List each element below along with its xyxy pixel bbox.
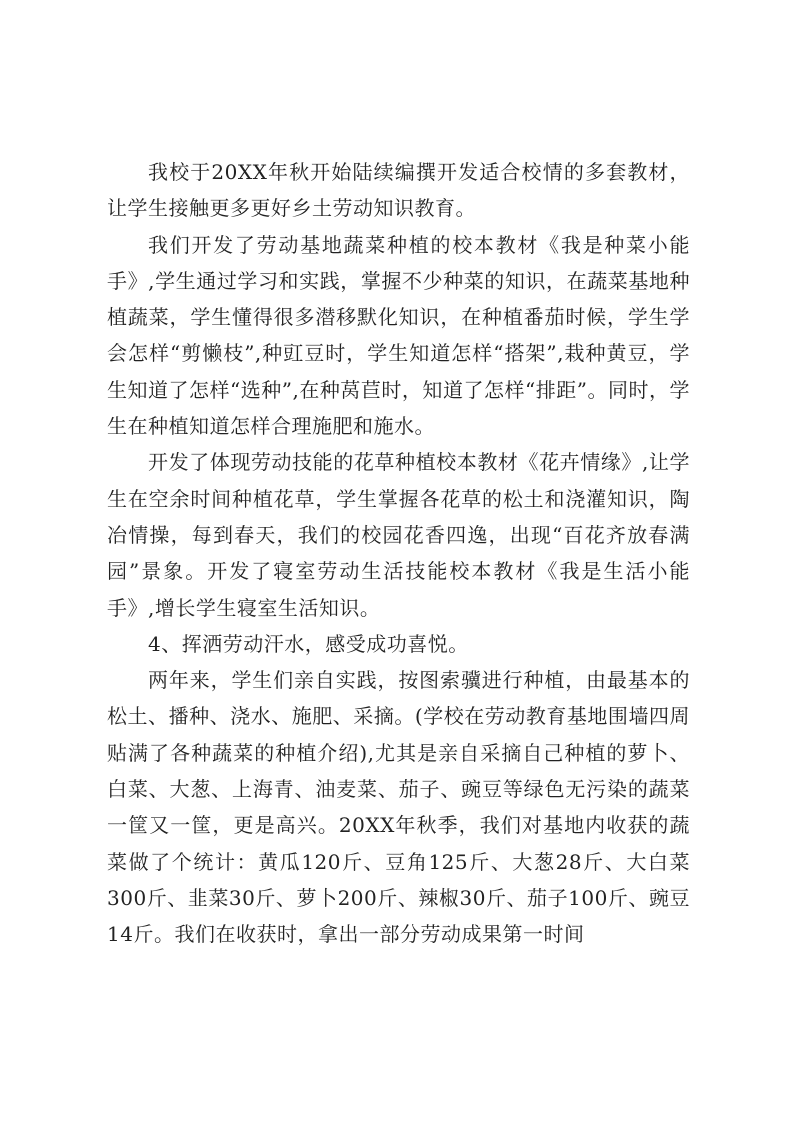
paragraph-textbook-development: 我校于20XX年秋开始陆续编撰开发适合校情的多套教材，让学生接触更多更好乡土劳动知识教育。 xyxy=(107,160,690,221)
paragraph-flower-textbook: 开发了体现劳动技能的花草种植校本教材《花卉情缘》,让学生在空余时间种植花草，学生掌握各花草的松土和浇灌知识，陶冶情操，每到春天，我们的校园花香四逸，出现“百花齐放春满园”景象。开发了寝室劳动生活技能校本教材《我是生活小能手》,增长学生寝室生活知识。 xyxy=(107,450,690,620)
paragraph-vegetable-textbook: 我们开发了劳动基地蔬菜种植的校本教材《我是种菜小能手》,学生通过学习和实践，掌握不少种菜的知识，在蔬菜基地种植蔬菜，学生懂得很多潜移默化知识，在种植番茄时候，学生学会怎样“剪懒枝”,种豇豆时，学生知道怎样“搭架”,栽种黄豆，学生知道了怎样“选种”,在种莴苣时，知道了怎样“排距”。同时，学生在种植知道怎样合理施肥和施水。 xyxy=(107,232,690,439)
section-heading-4: 4、挥洒劳动汗水，感受成功喜悦。 xyxy=(148,631,469,656)
document-body xyxy=(107,154,690,953)
paragraph-harvest: 两年来，学生们亲自实践，按图索骥进行种植，由最基本的松土、播种、浇水、施肥、采摘。(学校在劳动教育基地围墙四周贴满了各种蔬菜的种植介绍),尤其是亲自采摘自己种植的萝卜、白菜、大葱、上海青、油麦菜、茄子、豌豆等绿色无污染的蔬菜一筐又一筐，更是高兴。20XX年秋季，我们对基地内收获的蔬菜做了个统计：黄瓜120斤、豆角125斤、大葱28斤、大白菜300斤、韭菜30斤、萝卜200斤、辣椒30斤、茄子100斤、豌豆14斤。我们在收获时，拿出一部分劳动成果第一时间 xyxy=(107,668,690,947)
